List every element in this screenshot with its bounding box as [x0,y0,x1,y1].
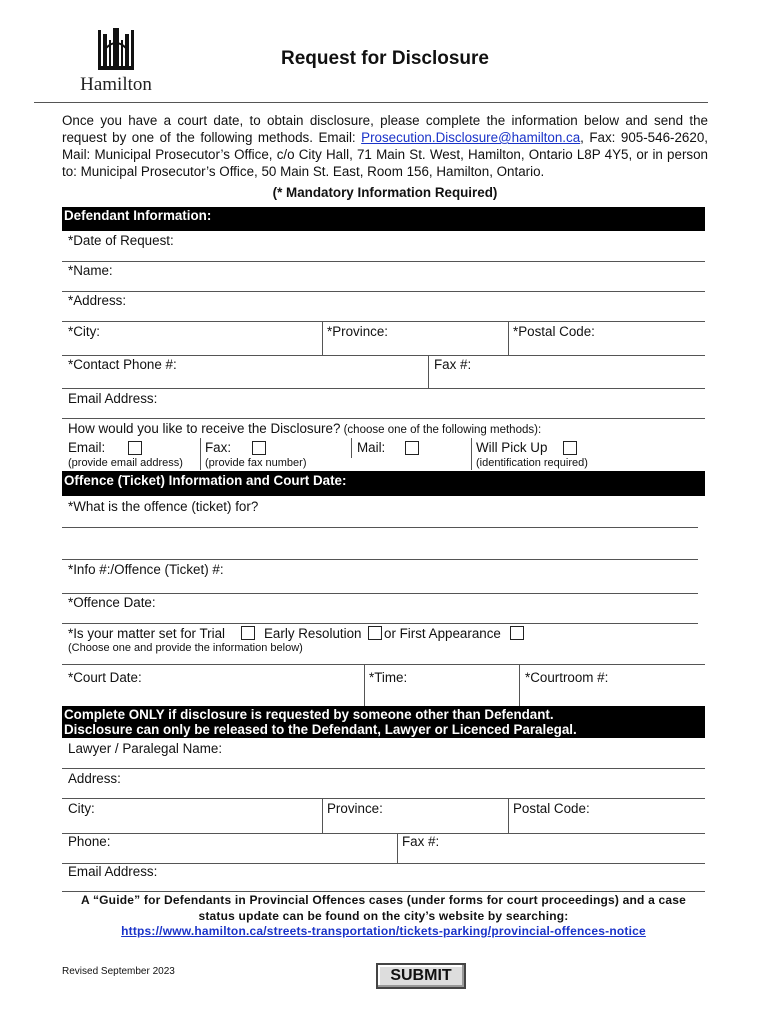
rep-city-label: City: [68,801,95,816]
submit-button[interactable]: SUBMIT [376,963,466,989]
provincial-offences-link[interactable]: https://www.hamilton.ca/streets-transportation/tickets-parking/provincial-offences-notice [121,924,646,938]
time-field[interactable] [415,666,517,704]
col-divider [471,438,472,470]
col-divider [508,798,509,833]
early-resolution-checkbox[interactable] [368,626,382,640]
intro-paragraph [62,112,708,180]
rep-phone-field[interactable] [120,834,395,862]
method-email-note: (provide email address) [68,457,183,469]
row-divider [62,623,698,624]
name-label: *Name: [68,263,113,278]
rep-address-field[interactable] [130,769,705,797]
court-date-label: *Court Date: [68,670,142,685]
rep-city-field[interactable] [105,799,320,831]
row-divider [62,664,705,665]
method-email-checkbox[interactable] [128,441,142,455]
matter-set-label: *Is your matter set for Trial [68,626,226,641]
postal-code-label: *Postal Code: [513,324,595,339]
rep-address-label: Address: [68,771,121,786]
fax-field[interactable] [478,356,705,386]
postal-code-field[interactable] [605,322,705,354]
col-divider [200,438,201,470]
representative-section-header [62,706,705,738]
info-number-field[interactable] [240,560,700,592]
guide-note [62,893,705,940]
receive-hint: (choose one of the following methods): [340,424,542,436]
time-label: *Time: [369,670,408,685]
col-divider [322,798,323,833]
defendant-heading: Defendant Information: [64,208,212,223]
intro-text-1: Once you have a court date, to obtain disclosure, please complete the information below and send the request by one of the following methods. Email: [62,113,708,145]
contact-phone-label: *Contact Phone #: [68,357,177,372]
method-pickup-label: Will Pick Up [476,440,548,455]
rep-postal-code-field[interactable] [600,799,705,831]
name-field[interactable] [120,262,705,290]
email-link[interactable]: Prosecution.Disclosure@hamilton.ca [361,130,581,145]
guide-line-1: A “Guide” for Defendants in Provincial Offences cases (under forms for court proceedings) and a case [80,893,687,907]
info-number-label: *Info #:/Offence (Ticket) #: [68,562,224,577]
method-fax-note: (provide fax number) [205,457,307,469]
method-mail-label: Mail: [357,440,386,455]
offence-date-field[interactable] [170,594,700,622]
row-divider [62,418,705,419]
method-email-label: Email: [68,440,106,455]
method-pickup-checkbox[interactable] [563,441,577,455]
method-mail-checkbox[interactable] [405,441,419,455]
method-pickup-note: (identification required) [476,457,588,469]
rep-email-field[interactable] [168,864,705,890]
col-divider [519,664,520,706]
city-label: *City: [68,324,100,339]
court-date-field[interactable] [150,666,362,704]
page-title: Request for Disclosure [281,48,489,69]
row-divider [62,527,698,528]
rep-postal-code-label: Postal Code: [513,801,590,816]
col-divider [351,438,352,458]
courtroom-field[interactable] [618,666,705,704]
choose-one-note: (Choose one and provide the information below) [68,642,303,654]
rep-email-label: Email Address: [68,864,158,879]
representative-heading-2: Disclosure can only be released to the Defendant, Lawyer or Licenced Paralegal. [64,722,577,737]
guide-line-2: status update can be found on the city’s website by searching: [198,908,569,923]
header-divider [34,102,708,103]
rep-province-field[interactable] [392,799,505,831]
early-resolution-label: Early Resolution [264,626,362,641]
rep-fax-label: Fax #: [402,834,440,849]
email-address-field[interactable] [168,389,705,417]
logo-wordmark: Hamilton [80,74,152,95]
first-appearance-label: or First Appearance [384,626,501,641]
lawyer-name-field[interactable] [235,739,705,767]
col-divider [508,321,509,355]
address-field[interactable] [135,292,705,320]
date-of-request-label: *Date of Request: [68,233,174,248]
hamilton-logo [70,26,162,98]
representative-heading-1: Complete ONLY if disclosure is requested by someone other than Defendant. [64,707,554,722]
method-fax-label: Fax: [205,440,232,455]
col-divider [428,355,429,388]
col-divider [397,833,398,863]
method-fax-checkbox[interactable] [252,441,266,455]
fax-label: Fax #: [434,357,472,372]
offence-date-label: *Offence Date: [68,595,156,610]
address-label: *Address: [68,293,127,308]
receive-question-text: How would you like to receive the Disclosure? [68,421,341,436]
rep-province-label: Province: [327,801,383,816]
city-field[interactable] [105,322,320,354]
intro-text-2: , Fax: 905-546-2620, Mail: Municipal Prosecutor’s Office, c/o City Hall, 71 Main St. West, Hamilton, Ontario L8P 4Y5, or in person to: Municipal Prosecutor’s Office, 50 Main St. East, Room 156, Hamilton, Ontario. [62,130,708,179]
first-appearance-checkbox[interactable] [510,626,524,640]
rep-fax-field[interactable] [445,834,705,862]
offence-for-field[interactable] [62,516,698,558]
offence-heading: Offence (Ticket) Information and Court Date: [64,473,347,488]
province-label: *Province: [327,324,389,339]
courtroom-label: *Courtroom #: [525,670,609,685]
trial-checkbox[interactable] [241,626,255,640]
col-divider [364,664,365,706]
row-divider [62,891,705,892]
defendant-section-header [62,207,705,231]
date-of-request-field[interactable] [180,231,705,259]
offence-for-label: *What is the offence (ticket) for? [68,499,259,514]
contact-phone-field[interactable] [185,356,425,386]
lawyer-name-label: Lawyer / Paralegal Name: [68,741,223,756]
col-divider [322,321,323,355]
mandatory-note: (* Mandatory Information Required) [272,185,498,200]
city-hall-logo-icon [70,26,162,72]
revised-date: Revised September 2023 [62,966,175,977]
email-address-label: Email Address: [68,391,158,406]
offence-section-header [62,471,705,496]
receive-method-question [68,421,541,436]
province-field[interactable] [395,322,505,354]
rep-phone-label: Phone: [68,834,111,849]
